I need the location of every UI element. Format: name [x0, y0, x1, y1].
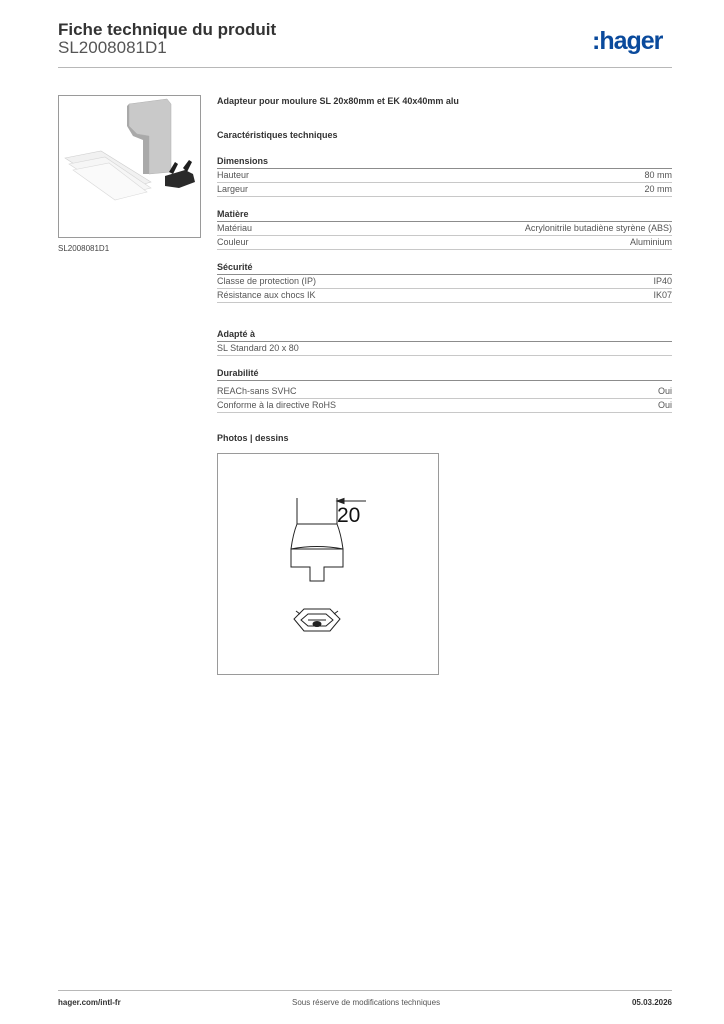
hager-logo: :hager — [592, 27, 663, 55]
spec-label: Matériau — [217, 223, 253, 233]
dimension-label: 20 — [337, 504, 361, 527]
section-matiere — [217, 209, 672, 250]
spec-label: REACh-sans SVHC — [217, 386, 297, 396]
product-reference: SL2008081D1 — [58, 38, 167, 57]
spec-row — [217, 236, 672, 250]
spec-value: IK07 — [653, 290, 672, 300]
spec-value: 20 mm — [644, 184, 672, 194]
product-photo-illustration — [59, 96, 200, 237]
product-description: Adapteur pour moulure SL 20x80mm et EK 40x40mm alu — [217, 96, 459, 106]
technical-drawing — [217, 453, 439, 675]
spec-label: Couleur — [217, 237, 249, 247]
product-photo — [58, 95, 201, 238]
footer-notice: Sous réserve de modifications techniques — [292, 998, 441, 1007]
photos-title: Photos | dessins — [217, 433, 289, 443]
section-title: Matière — [217, 209, 672, 222]
spec-value: Oui — [657, 400, 672, 410]
footer-divider — [58, 990, 672, 991]
spec-label: Classe de protection (IP) — [217, 276, 317, 286]
section-title: Durabilité — [217, 368, 672, 381]
page-title: Fiche technique du produit — [58, 20, 277, 39]
section-adapte — [217, 329, 672, 356]
spec-label: SL Standard 20 x 80 — [217, 343, 299, 353]
photo-caption: SL2008081D1 — [58, 244, 110, 253]
footer-date: 05.03.2026 — [631, 998, 672, 1007]
section-title: Dimensions — [217, 156, 672, 169]
specs-title: Caractéristiques techniques — [217, 130, 338, 140]
spec-label: Largeur — [217, 184, 249, 194]
section-dimensions — [217, 156, 672, 197]
spec-row — [217, 289, 672, 303]
header-divider — [58, 67, 672, 68]
section-title: Sécurité — [217, 262, 672, 275]
spec-row — [217, 222, 672, 236]
section-durabilite — [217, 368, 672, 413]
spec-row — [217, 275, 672, 289]
logo-text: hager — [599, 27, 663, 55]
footer-website[interactable]: hager.com/intl-fr — [58, 998, 121, 1007]
spec-value: IP40 — [653, 276, 672, 286]
section-title: Adapté à — [217, 329, 672, 342]
spec-label: Conforme à la directive RoHS — [217, 400, 337, 410]
spec-row — [217, 399, 672, 413]
spec-row — [217, 385, 672, 399]
spec-value: Acrylonitrile butadiène styrène (ABS) — [524, 223, 672, 233]
section-securite — [217, 262, 672, 303]
spec-row — [217, 169, 672, 183]
spec-value: 80 mm — [644, 170, 672, 180]
technical-drawing-illustration — [218, 454, 438, 674]
spec-row — [217, 183, 672, 197]
spec-value: Aluminium — [629, 237, 672, 247]
spec-label: Hauteur — [217, 170, 250, 180]
spec-label: Résistance aux chocs IK — [217, 290, 316, 300]
spec-row — [217, 342, 672, 356]
spec-value: Oui — [657, 386, 672, 396]
